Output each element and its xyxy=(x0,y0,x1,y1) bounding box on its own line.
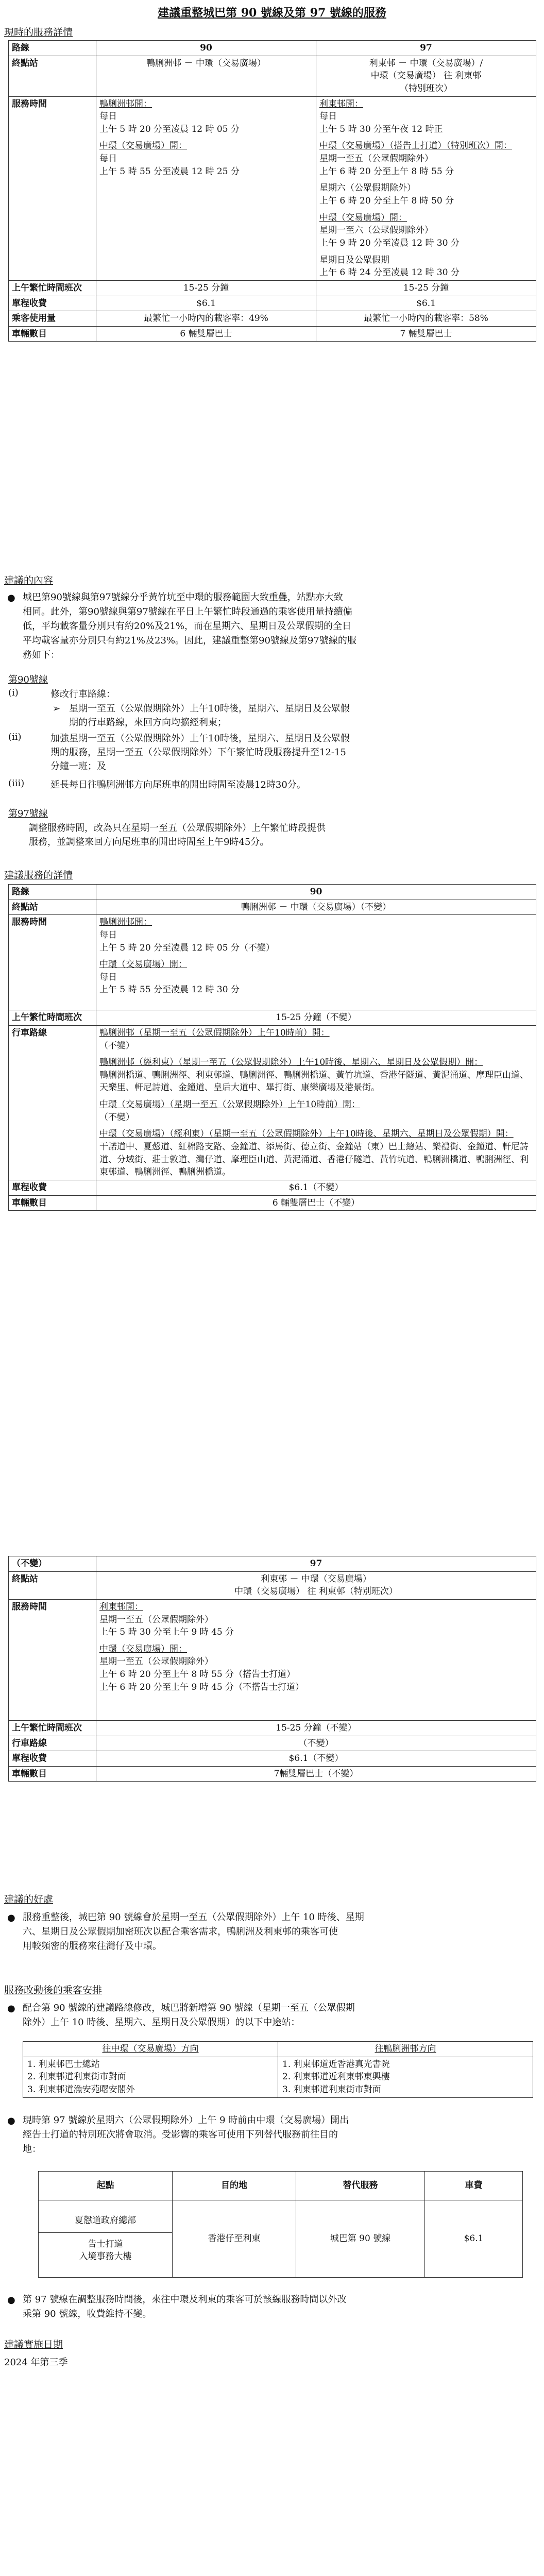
stop-item: 1. 利東邨道近香港真光書院 xyxy=(282,2059,390,2070)
fleet-97: 7 輛雙層巴士 xyxy=(316,326,536,342)
table-row xyxy=(9,1195,536,1211)
hours-line: 上午 6 時 20 分至上午 8 時 50 分 xyxy=(319,196,454,207)
route-label: （不變） xyxy=(9,1556,96,1572)
routing-97: （不變） xyxy=(96,1736,536,1751)
terminus-90: 鴨脷洲邨 － 中環（交易廣場）（不變） xyxy=(96,900,536,915)
stop-item: 3. 利東邨道漁安苑曙安閣外 xyxy=(27,2084,135,2095)
hours-line: 上午 5 時 20 分至凌晨 12 時 05 分（不變） xyxy=(99,942,275,953)
alt-from xyxy=(39,2200,173,2278)
item-text: 延長每日往鴨脷洲邨方向尾班車的開出時間至凌晨12時30分。 xyxy=(50,779,306,790)
terminus-line: 利東邨 － 中環（交易廣場） xyxy=(261,1573,371,1584)
hours-97 xyxy=(96,1599,536,1720)
alt-to: 香港仔至利東 xyxy=(173,2200,296,2278)
table-row xyxy=(9,1766,536,1782)
hours-line: 上午 5 時 20 分至凌晨 12 時 05 分 xyxy=(99,124,240,134)
item-line: 分鐘一班；及 xyxy=(50,761,106,772)
table-row xyxy=(9,1571,536,1599)
item-number: (ii) xyxy=(8,732,22,742)
page-title: 建議重整城巴第 90 號線及第 97 號線的服務 xyxy=(158,6,386,20)
table-row xyxy=(9,96,536,280)
routing-text: 干諾道中、夏慤道、紅棉路支路、金鐘道、添馬街、德立街、金鐘站（東）巴士總站、樂禮街、金鐘道、軒尼詩道、分域街、莊士敦道、灣仔道、摩理臣山道、黃泥涌道、香港仔隧道、黃竹坑道、鴨脷洲橋道、鴨脷洲徑、利東邨道、鴨脷洲徑、鴨脷洲橋道。 xyxy=(99,1142,529,1178)
benefits-heading: 建議的好處 xyxy=(4,1894,54,1905)
route-label: 路線 xyxy=(9,41,96,56)
routing-label: 行車路線 xyxy=(9,1736,96,1751)
table-row xyxy=(9,296,536,311)
implementation-date: 2024 年第三季 xyxy=(4,2357,68,2368)
alt-from-line: 告士打道 xyxy=(88,2239,123,2249)
alt-header: 車費 xyxy=(425,2172,523,2200)
paragraph-line: 城巴第90號線與第97號線分乎黃竹坑至中環的服務範圍大致重疊，站點亦大致 xyxy=(23,592,343,603)
terminus-90: 鴨脷洲邨 － 中環（交易廣場） xyxy=(96,56,316,96)
terminus-label: 終點站 xyxy=(9,900,96,915)
table-row xyxy=(23,2042,533,2057)
hours-line: 每日 xyxy=(99,929,117,940)
paragraph-line: 地： xyxy=(23,2143,41,2155)
table-row xyxy=(9,1720,536,1736)
bullet-icon: ● xyxy=(7,592,15,603)
table-row xyxy=(9,41,536,56)
stops-header: 往中環（交易廣場）方向 xyxy=(23,2042,278,2057)
route-97-subheading: 第97號線 xyxy=(8,808,48,819)
hours-line: 星期日及公眾假期 xyxy=(319,255,389,265)
routing-label: 行車路線 xyxy=(9,1025,96,1180)
hours-line: 星期六（公眾假期除外） xyxy=(319,183,416,194)
peak-90: 15-25 分鐘 xyxy=(96,280,316,296)
item-text xyxy=(69,702,533,730)
peak-label: 上午繁忙時間班次 xyxy=(9,280,96,296)
paragraph-line: 第 97 號線在調整服務時間後，來往中環及利東的乘客可於該線服務時間以外改 xyxy=(23,2294,347,2305)
alt-service: 城巴第 90 號線 xyxy=(296,2200,425,2278)
peak-90: 15-25 分鐘（不變） xyxy=(96,1010,536,1026)
terminus-97-line: （特別班次） xyxy=(400,83,452,94)
usage-90: 最繁忙一小時內的載客率：49% xyxy=(96,311,316,327)
item-text xyxy=(50,732,535,773)
terminus-97 xyxy=(96,1571,536,1599)
hours-subtitle: 中環（交易廣場）開： xyxy=(319,212,407,223)
alt-header: 起點 xyxy=(39,2172,173,2200)
item-line: 調整服務時間，改為只在星期一至五（公眾假期除外）上午繁忙時段提供 xyxy=(29,823,326,834)
fare-97: $6.1（不變） xyxy=(96,1751,536,1767)
fleet-97: 7輛雙層巴士（不變） xyxy=(96,1766,536,1782)
paragraph-line: 現時第 97 號線於星期六（公眾假期除外）上午 9 時前由中環（交易廣場）開出 xyxy=(23,2115,349,2126)
arrangements-paragraph xyxy=(23,2293,538,2321)
paragraph-line: 相同。此外，第90號線與第97號線在平日上午繁忙時段通過的乘客使用量持續偏 xyxy=(23,606,352,617)
proposed-97-table xyxy=(8,1556,536,1782)
item-number: (i) xyxy=(8,687,19,698)
paragraph-line: 低，平均載客量分別只有約20%及21%，而在星期六、星期日及公眾假期的全日 xyxy=(23,620,352,632)
item-number: (iii) xyxy=(8,778,25,789)
arrangements-paragraph xyxy=(23,2113,538,2157)
stop-item: 3. 利東邨道利東街市對面 xyxy=(282,2084,381,2095)
hours-subtitle: 利東邨開： xyxy=(99,1601,143,1612)
table-row xyxy=(9,326,536,342)
item-line: 加強星期一至五（公眾假期除外）上午10時後，星期六、星期日及公眾假 xyxy=(50,733,350,744)
alt-from-line: 入境事務大樓 xyxy=(79,2251,132,2262)
route-label: 路線 xyxy=(9,885,96,900)
route-90-header: 90 xyxy=(96,885,536,900)
fare-90: $6.1（不變） xyxy=(96,1180,536,1195)
item-line: 星期一至五（公眾假期除外）上午10時後，星期六、星期日及公眾假 xyxy=(69,703,350,714)
routing-subtitle: 中環（交易廣場）（經利東）（星期一至五（公眾假期除外）上午10時後、星期六、星期日及公眾假期）開： xyxy=(99,1129,514,1140)
hours-subtitle: 鴨脷洲邨開： xyxy=(99,917,152,928)
routing-text: （不變） xyxy=(99,1040,134,1051)
terminus-label: 終點站 xyxy=(9,56,96,96)
stops-header: 往鴨脷洲邨方向 xyxy=(278,2042,533,2057)
stops-left xyxy=(23,2057,278,2097)
alt-from-line: 夏慤道政府總部 xyxy=(75,2215,136,2226)
table-row xyxy=(9,280,536,296)
table-row xyxy=(9,1736,536,1751)
table-row xyxy=(9,885,536,900)
table-row xyxy=(9,56,536,96)
routing-subtitle: 中環（交易廣場）（星期一至五（公眾假期除外）上午10時前）開： xyxy=(99,1099,361,1110)
proposal-paragraph xyxy=(23,590,538,662)
stop-item: 1. 利東邨巴士總站 xyxy=(27,2059,100,2070)
item-line: 期的行車路線，來回方向均擴經利東； xyxy=(69,717,227,728)
hours-subtitle: 中環（交易廣場）（搭告士打道）（特別班次）開： xyxy=(319,141,512,151)
table-row xyxy=(9,1180,536,1195)
usage-97: 最繁忙一小時內的載客率：58% xyxy=(316,311,536,327)
bullet-icon: ● xyxy=(7,2115,15,2126)
terminus-97-line: 利東邨 － 中環（交易廣場）/ xyxy=(369,58,483,69)
hours-97 xyxy=(316,96,536,280)
hours-line: 每日 xyxy=(319,111,337,122)
paragraph-line: 服務重整後，城巴第 90 號線會於星期一至五（公眾假期除外）上午 10 時後、星期 xyxy=(23,1912,364,1923)
arrangements-paragraph xyxy=(23,2001,538,2030)
hours-label: 服務時間 xyxy=(9,915,96,1010)
fare-97: $6.1 xyxy=(316,296,536,311)
bullet-icon: ● xyxy=(7,2003,15,2014)
peak-label: 上午繁忙時間班次 xyxy=(9,1010,96,1026)
routing-90 xyxy=(96,1025,536,1180)
stops-table xyxy=(23,2041,533,2098)
usage-label: 乘客使用量 xyxy=(9,311,96,327)
table-row xyxy=(9,1010,536,1026)
fare-label: 單程收費 xyxy=(9,1751,96,1767)
table-row xyxy=(39,2172,523,2200)
hours-line: 每日 xyxy=(99,111,117,122)
table-row xyxy=(9,1025,536,1180)
table-row xyxy=(9,311,536,327)
hours-subtitle: 中環（交易廣場）開： xyxy=(99,141,187,151)
arrow-icon: ➢ xyxy=(53,703,61,714)
item-line: 期的服務，星期一至五（公眾假期除外）下午繁忙時段服務提升至12-15 xyxy=(50,747,346,758)
paragraph-line: 除外）上午 10 時後、星期六、星期日及公眾假期）的以下中途站： xyxy=(23,2016,300,2028)
stop-item: 2. 利東邨道利東街市對面 xyxy=(27,2072,126,2082)
hours-line: 星期一至五（公眾假期除外） xyxy=(319,154,433,164)
paragraph-line: 務如下： xyxy=(23,649,60,660)
hours-subtitle: 鴨脷洲邨開： xyxy=(99,98,152,109)
proposal-heading: 建議的內容 xyxy=(4,575,54,586)
bullet-icon: ● xyxy=(7,2295,15,2306)
route-97-header: 97 xyxy=(96,1556,536,1572)
hours-line: 上午 6 時 24 分至凌晨 12 時 30 分 xyxy=(319,267,460,278)
fleet-90: 6 輛雙層巴士 xyxy=(96,326,316,342)
routing-subtitle: 鴨脷洲邨（經利東）（星期一至五（公眾假期除外）上午10時後、星期六、星期日及公眾假期）開： xyxy=(99,1057,483,1068)
alternative-service-table xyxy=(38,2171,523,2278)
paragraph-line: 乘第 90 號線，收費維持不變。 xyxy=(23,2308,152,2319)
alt-header: 替代服務 xyxy=(296,2172,425,2200)
hours-line: 上午 6 時 20 分至上午 9 時 45 分（不搭告士打道） xyxy=(99,1682,304,1692)
alt-header: 目的地 xyxy=(173,2172,296,2200)
table-row xyxy=(9,900,536,915)
hours-line: 星期一至六（公眾假期除外） xyxy=(319,225,433,236)
hours-subtitle: 中環（交易廣場）開： xyxy=(99,959,187,970)
divider xyxy=(39,2232,172,2233)
hours-line: 上午 9 時 20 分至凌晨 12 時 30 分 xyxy=(319,238,460,248)
hours-line: 上午 5 時 30 分至上午 9 時 45 分 xyxy=(99,1627,234,1638)
route-90-header: 90 xyxy=(96,41,316,56)
item-line: 服務，並調整來回方向尾班車的開出時間至上午9時45分。 xyxy=(29,837,269,848)
table-row xyxy=(9,1751,536,1767)
hours-label: 服務時間 xyxy=(9,96,96,280)
bullet-icon: ● xyxy=(7,1912,15,1923)
fleet-label: 車輛數目 xyxy=(9,1766,96,1782)
stops-right xyxy=(278,2057,533,2097)
table-row xyxy=(9,1599,536,1720)
fleet-label: 車輛數目 xyxy=(9,326,96,342)
hours-line: 上午 6 時 20 分至上午 8 時 55 分 xyxy=(319,166,454,177)
hours-90 xyxy=(96,96,316,280)
terminus-97-line: 中環（交易廣場） 往 利東邨 xyxy=(370,71,482,81)
hours-subtitle: 中環（交易廣場）開： xyxy=(99,1643,187,1654)
fleet-90: 6 輛雙層巴士（不變） xyxy=(96,1195,536,1211)
terminus-97 xyxy=(316,56,536,96)
paragraph-line: 用較頻密的服務來往灣仔及中環。 xyxy=(23,1940,162,1952)
paragraph-line: 六、星期日及公眾假期加密班次以配合乘客需求，鴨脷洲及利東邨的乘客可使 xyxy=(23,1926,338,1937)
route-97-text xyxy=(29,821,534,849)
routing-text: 鴨脷洲橋道、鴨脷洲徑、利東邨道、鴨脷洲徑、鴨脷洲橋道、黃竹坑道、香港仔隧道、黃泥涌道、摩理臣山道、天樂里、軒尼詩道、金鐘道、皇后大道中、畢打街、康樂廣場及港景街。 xyxy=(99,1070,529,1093)
route-97-header: 97 xyxy=(316,41,536,56)
paragraph-line: 配合第 90 號線的建議路線修改，城巴將新增第 90 號線（星期一至五（公眾假期 xyxy=(23,2003,355,2013)
fleet-label: 車輛數目 xyxy=(9,1195,96,1211)
fare-90: $6.1 xyxy=(96,296,316,311)
hours-line: 上午 5 時 30 分至午夜 12 時正 xyxy=(319,124,443,134)
table-row xyxy=(39,2200,523,2278)
peak-97: 15-25 分鐘 xyxy=(316,280,536,296)
paragraph-line: 經告士打道的特別班次將會取消。受影響的乘客可使用下列替代服務前往目的 xyxy=(23,2129,338,2140)
hours-label: 服務時間 xyxy=(9,1599,96,1720)
route-90-subheading: 第90號線 xyxy=(8,674,48,685)
table-row xyxy=(23,2057,533,2097)
hours-line: 每日 xyxy=(99,154,117,164)
terminus-line: 中環（交易廣場） 往 利東邨（特別班次） xyxy=(234,1586,398,1597)
hours-line: 上午 5 時 55 分至凌晨 12 時 25 分 xyxy=(99,166,240,177)
item-text: 修改行車路線： xyxy=(50,689,115,700)
hours-90 xyxy=(96,915,536,1010)
hours-line: 星期一至五（公眾假期除外） xyxy=(99,1614,213,1625)
stop-item: 2. 利東邨道近利東邨東興樓 xyxy=(282,2072,390,2082)
table-row xyxy=(9,1556,536,1572)
routing-text: （不變） xyxy=(99,1112,134,1123)
arrangements-heading: 服務改動後的乘客安排 xyxy=(4,1985,103,1996)
benefits-paragraph xyxy=(23,1910,538,1954)
current-service-heading: 現時的服務詳情 xyxy=(4,27,73,38)
proposed-heading: 建議服務的詳情 xyxy=(4,870,73,881)
alt-fare: $6.1 xyxy=(425,2200,523,2278)
hours-line: 每日 xyxy=(99,972,117,982)
peak-97: 15-25 分鐘（不變） xyxy=(96,1720,536,1736)
proposed-90-table xyxy=(8,884,536,1211)
peak-label: 上午繁忙時間班次 xyxy=(9,1720,96,1736)
routing-subtitle: 鴨脷洲邨（星期一至五（公眾假期除外）上午10時前）開： xyxy=(99,1027,330,1038)
fare-label: 單程收費 xyxy=(9,1180,96,1195)
current-service-table xyxy=(8,40,536,342)
terminus-label: 終點站 xyxy=(9,1571,96,1599)
fare-label: 單程收費 xyxy=(9,296,96,311)
hours-subtitle: 利東邨開： xyxy=(319,98,363,109)
hours-line: 上午 5 時 55 分至凌晨 12 時 30 分 xyxy=(99,985,240,995)
hours-line: 星期一至五（公眾假期除外） xyxy=(99,1656,213,1667)
implementation-heading: 建議實施日期 xyxy=(4,2339,63,2350)
table-row xyxy=(9,915,536,1010)
paragraph-line: 平均載客量亦分別只有約21%及23%。因此，建議重整第90號線及第97號線的服 xyxy=(23,635,356,646)
hours-line: 上午 6 時 20 分至上午 8 時 55 分（搭告士打道） xyxy=(99,1669,296,1680)
